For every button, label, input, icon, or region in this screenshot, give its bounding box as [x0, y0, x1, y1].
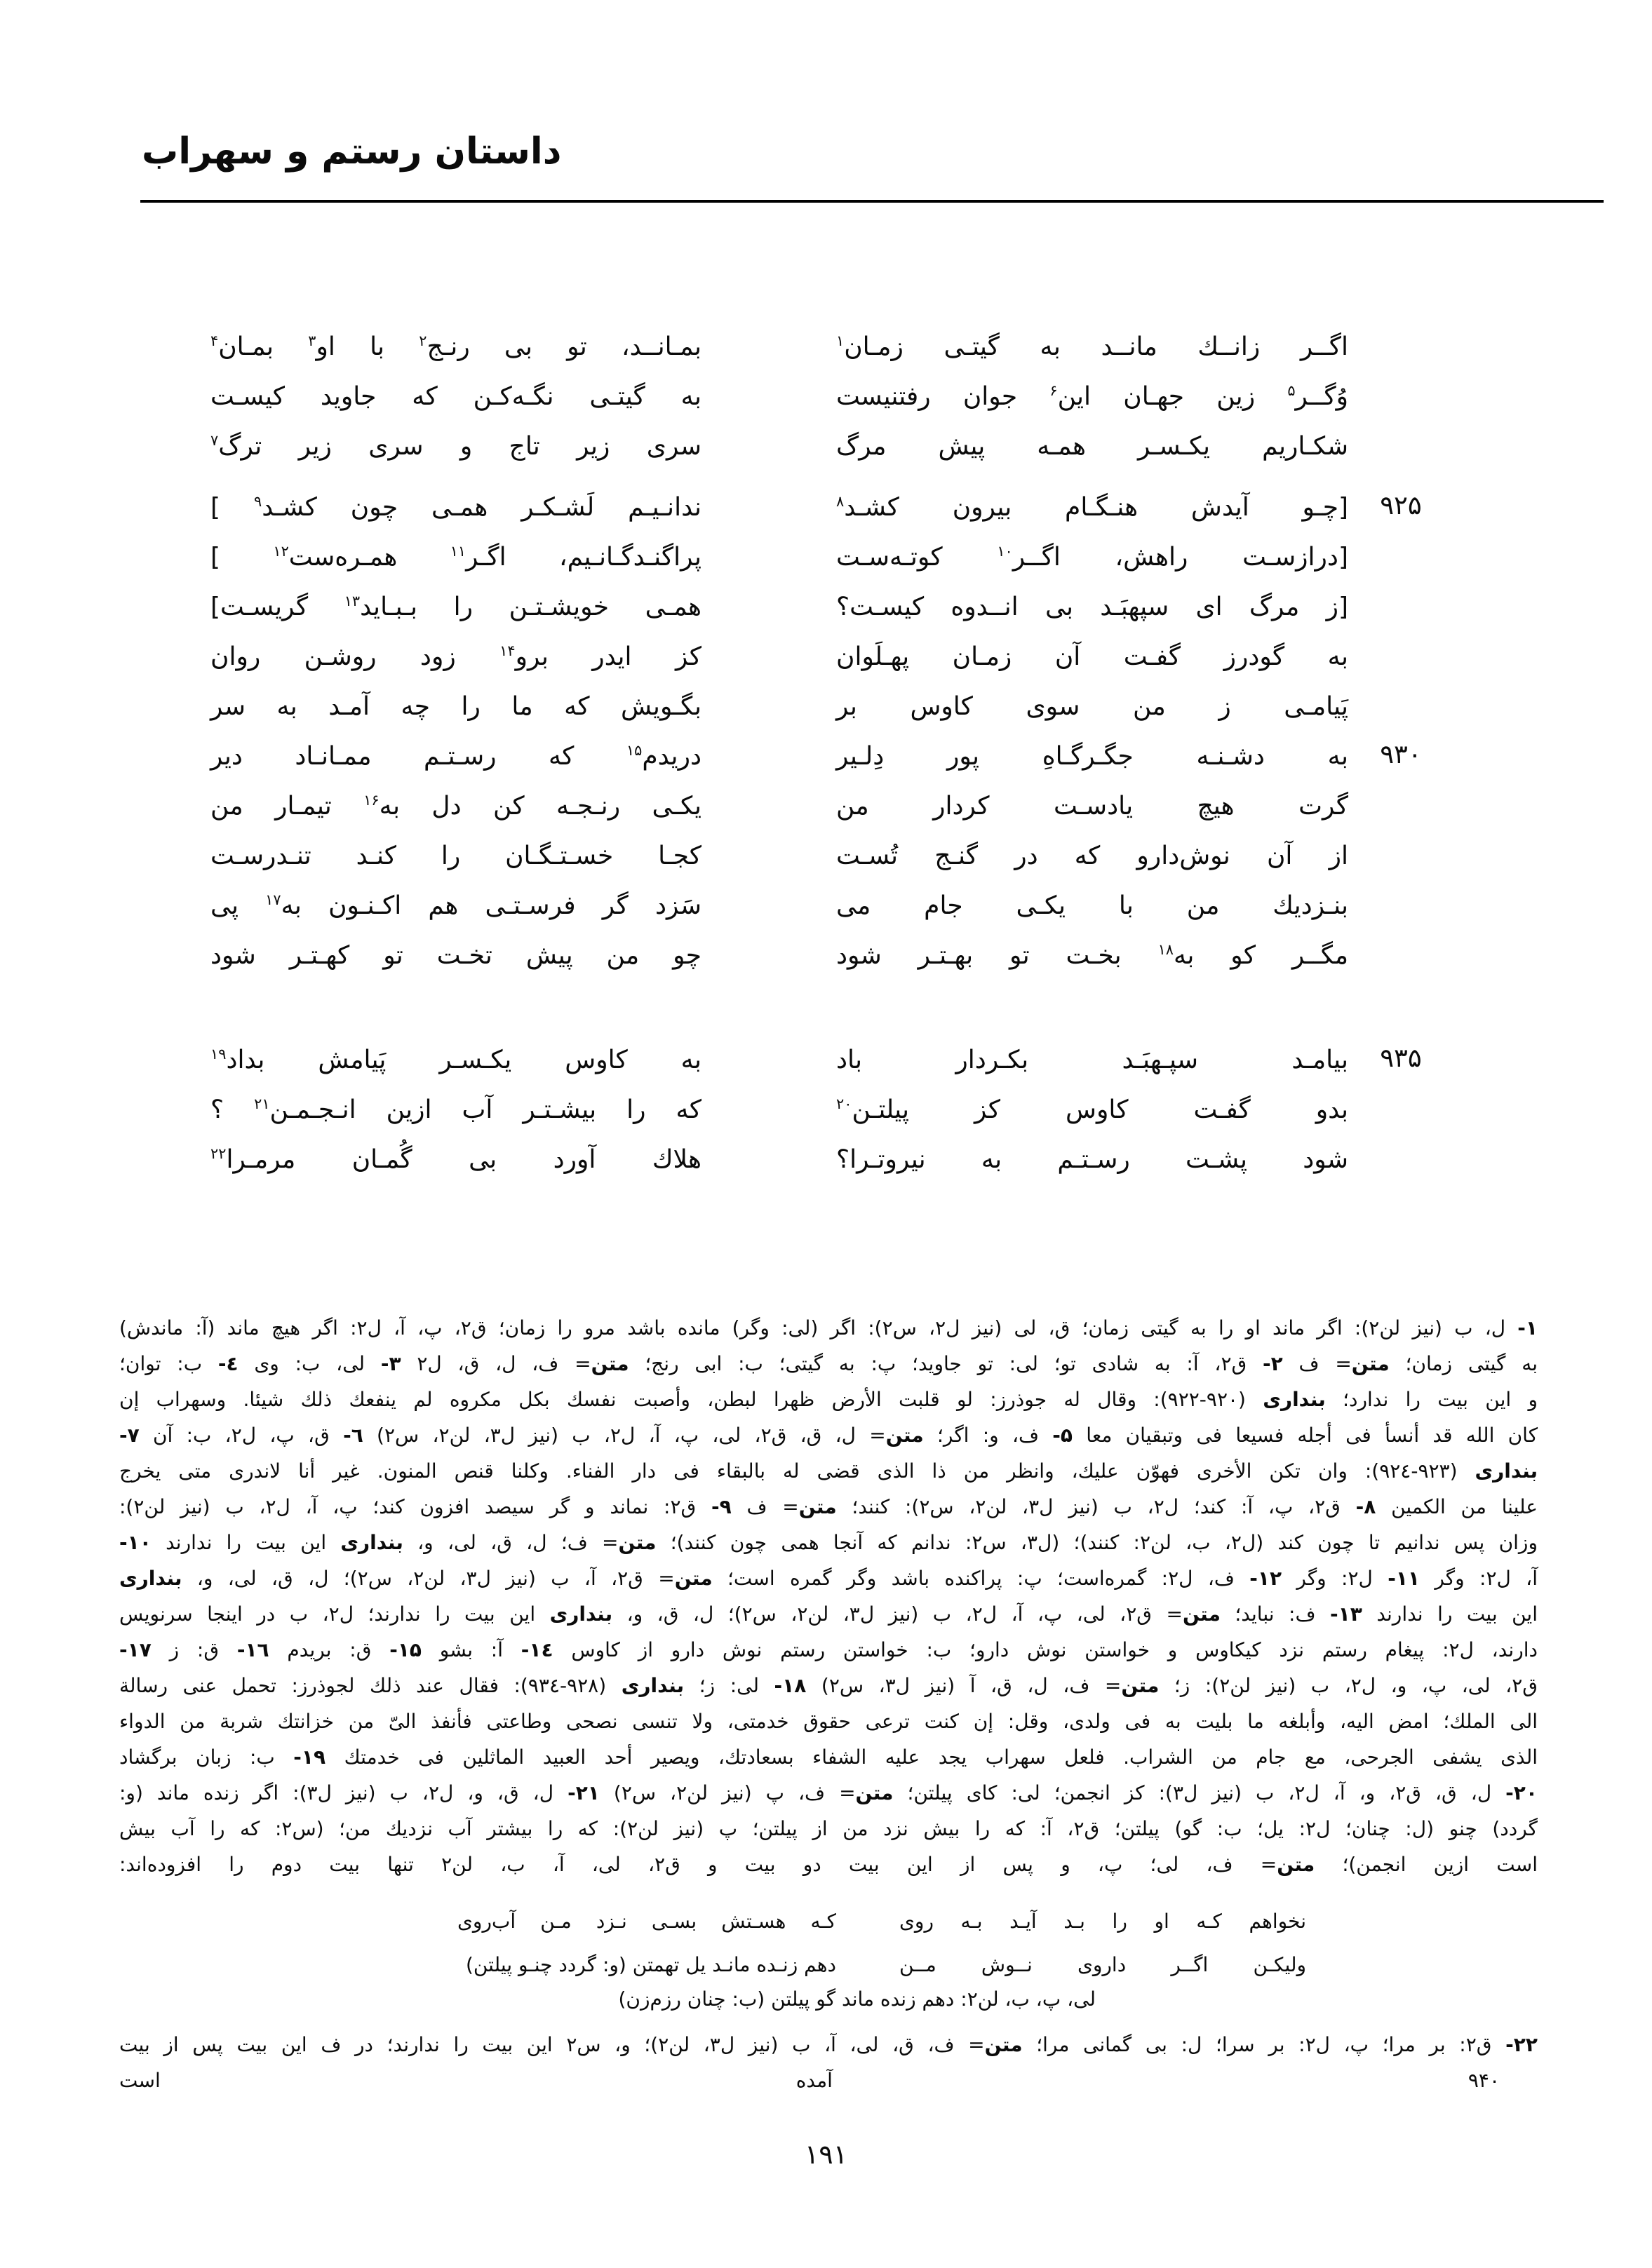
poem-line — [210, 822, 1453, 872]
apparatus-lines — [119, 1310, 1538, 1882]
hemistich-left: بمـانــد، تو بی رنـج$^۲$ با او$^۳$ بمـان$^۴$ — [210, 332, 702, 361]
poem-line — [210, 922, 1453, 971]
poem-line — [210, 1076, 1453, 1126]
hemistich-left: كه را بیشـتـر آب ازین انـجـمـن$^{۲۱}$ ؟ — [210, 1095, 701, 1124]
quote-hemistich-right: نخواهم كـه او را بـد آیـد بـه روی — [899, 1909, 1306, 1933]
hemistich-right: مگــر كو به$^{۱۸}$ بخـت تو بهـتـر شود — [836, 941, 1348, 970]
apparatus-line: است ازین انجمن)؛ متن= ف، لی؛ پ، و پس از این بیت دو بیت و ق۲، لی، آ، ب، لن۲ تنها بیت دوم را افزوده‌اند: — [119, 1853, 1538, 1876]
poem-line — [210, 473, 1453, 523]
verse-number — [1348, 620, 1453, 623]
hemistich-right: شود پشـت رسـتـم به نیروتـرا؟ — [836, 1145, 1348, 1174]
verse-number — [1348, 670, 1453, 673]
hemistich-right: پَیامـی ز من سوی كاوس بر — [836, 692, 1348, 721]
quote-couplet — [119, 1934, 1538, 1978]
apparatus-line: به گیتی زمان؛ متن= ف ۲- ق۲، آ: به شادی تو؛ لی: تو جاوید؛ پ: به گیتی؛ ب: ابی رنج؛ متن= ف، ل، ق، ل۲ ۳- لی، ب: وی ٤- ب: توان؛ — [119, 1352, 1538, 1375]
poem-line — [210, 313, 1453, 363]
quoted-variant-verses — [119, 1891, 1538, 2020]
poem-line — [210, 412, 1453, 462]
apparatus-line: آ، ل۲: وگر ۱۱- ل۲: وگر ۱۲- ف، ل۲: گمره‌است؛ پ: پراكنده باشد وگر گمره است؛ متن= ق۲، آ، ب (نیز ل۳، لن۲، س۲)؛ ل، ق، لی، و، بنداری — [119, 1567, 1538, 1590]
hemistich-right: [چـو آیدش هنـگـام بیرون كشـد$^۸$ — [836, 493, 1348, 522]
quote-hemistich-left: كـه هسـتش بسـی نـزد مـن آب‌روی — [457, 1909, 836, 1933]
hemistich-left: سری زیر تاج و سری زیر ترگ$^۷$ — [210, 432, 701, 461]
quote-hemistich-left: دهم زنـده مانـد یل تهمتن (و: گردد چنـو پیلتن) — [465, 1952, 836, 1976]
hemistich-left: پراگنـدگـانـیم، اگـر$^{۱۱}$ همـره‌ست$^{۱۲}$ ] — [210, 543, 701, 572]
poem — [210, 313, 1453, 1175]
footnote-22-continuation: ۹۴۰ آمده است — [119, 2069, 1500, 2092]
hemistich-right: از آن نوش‌دارو كه در گنـج تُسـت — [836, 842, 1348, 870]
hemistich-right: اگــر زانــك مانــد به گیتـی زمـان$^۱$ — [836, 332, 1348, 361]
verse-number — [1348, 968, 1453, 971]
hemistich-right: وُگــر$^۵$ زین جهـان این$^۶$ جوان رفتنیست — [836, 382, 1349, 411]
verse-number: ۹۳۰ — [1380, 739, 1422, 769]
poem-line — [210, 523, 1453, 573]
hemistich-right: به دشـنـه جگـرگـاهِ پور دِلـیر — [836, 742, 1348, 771]
poem-line — [210, 1126, 1453, 1175]
apparatus-line: گردد) چنو (ل: چنان؛ ل۲: یل؛ ب: گو) پیلتن؛ ق۲، آ: كه را بیش نزد من از پیلتن؛ پ (نیز لن۲): كه را بیشتر آب نزدیك من؛ (س۲: كه را آب بیش — [119, 1817, 1538, 1840]
quote-variant-line: لی، پ، ب، لن۲: دهم زنده ماند گو پیلتن (ب: چنان رزم‌زن) — [618, 1987, 1096, 2011]
apparatus — [119, 1310, 1538, 2098]
apparatus-line: دارند، ل۲: پیغام رستم نزد كیكاوس و خواستن نوش دارو؛ ب: خواستن رستم نوش دارو از كاوس ۱٤- آ: بشو ۱۵- ق: بریدم ۱٦- ق: ز ۱۷- — [119, 1638, 1538, 1661]
apparatus-line: بنداری (۹۲۳-۹۲٤): وان تكن الأخری فهوّن علیك، وانظر من ذا الذی قضی له بالبقاء فی دار الفناء. وكلنا قنص المنون. غیر أنا لاندری متی یخرج — [119, 1459, 1538, 1483]
poem-line — [210, 1026, 1453, 1076]
verse-number — [1348, 819, 1453, 822]
apparatus-line: این بیت را ندارند ۱۳- ف: نباید؛ متن= ق۲، لی، پ، آ، ل۲، ب (نیز ل۳، لن۲، س۲)؛ ل، ق، و، بنداری این بیت را ندارند؛ ل۲، ب در اینجا سرنویس — [119, 1602, 1538, 1626]
verse-number — [1348, 720, 1453, 722]
poem-line — [210, 363, 1453, 412]
page-title: داستان رستم و سهراب — [142, 130, 562, 173]
verse-number — [1348, 1173, 1453, 1175]
poem-line — [210, 573, 1453, 623]
verse-number — [1348, 1123, 1453, 1126]
hemistich-right: بیامـد سپـهبَـد بكـردار باد — [836, 1046, 1348, 1074]
hemistich-left: ندانـیـم لَشـكـر همـی چون كشـد$^۹$ ] — [210, 493, 701, 522]
poem-line — [210, 623, 1453, 673]
poem-line — [210, 673, 1453, 722]
verse-number — [1348, 570, 1453, 573]
apparatus-line: الی الملك؛ امض الیه، وأبلغه ما بلیت به فی ولدی، وقل: إن كنت ترعی حقوق خدمتی، ولا تنسی نصحی وطاعتی فأنفذ الیّ من خزانتك شربة من الدواء — [119, 1710, 1538, 1733]
hemistich-right: بنـزدیك من با یكـی جام می — [836, 891, 1348, 920]
hemistich-right: [درازسـت راهش، اگــر$^{۱۰}$ كوتـه‌سـت — [836, 543, 1349, 572]
hemistich-left: سَزد گر فرسـتـی هم اكـنـون به$^{۱۷}$ پی — [210, 891, 701, 920]
apparatus-line: ۱- ل، ب (نیز لن۲): اگر ماند او را به گیتی زمان؛ ق، لی (نیز ل۲، س۲): اگر (لی: وگر) مانده باشد مرو را زمان؛ ق۲، پ، آ، ل۲: اگر هیچ ماند (آ: ماندش) — [119, 1316, 1538, 1339]
hemistich-left: بگـویش كه ما را چه آمـد به سر — [210, 692, 701, 721]
hemistich-left: به كاوس یكـسـر پَیامش بداد$^{۱۹}$ — [210, 1046, 701, 1074]
apparatus-line: وزان پس ندانیم تا چون كند (ل۲، ب، لن۲: كنند)؛ (ل۳، س۲: ندانم كه آنجا همی چون كنند)؛ متن= ف؛ ل، ق، لی، و، بنداری این بیت را ندارند ۱۰- — [119, 1531, 1538, 1554]
footnote-22: ۲۲- ق۲: بر مرا؛ پ، ل۲: بر سرا؛ ل: بی گمانی مرا؛ متن= ف، ق، لی، آ، ب (نیز ل۳، لن۲)؛ و، س۲ این بیت را ندارند؛ در ف این بیت پس از بیت — [119, 2033, 1538, 2056]
header-rule — [140, 200, 1604, 203]
apparatus-line: ۲۰- ل، ق، ق۲، و، آ، ل۲، ب (نیز ل۳): كز انجمن؛ لی: كای پیلتن؛ متن= ف، پ (نیز لن۲، س۲) ۲۱- ل، ق، و، ل۲، ب (نیز ل۳): اگر زنده ماند (و: — [119, 1781, 1538, 1804]
hemistich-left: چو من پیش تخـت تو كهـتـر شود — [210, 941, 701, 970]
hemistich-right: [ز مرگ ای سپهبَـد بی انــدوه كیسـت؟ — [836, 593, 1348, 621]
apparatus-line: الذی یشفی الجرحی، مع جام من الشراب. فلعل سهراب یجد علیه الشفاء بسعادتك، ویصیر أحد العبید الماثلین فی خدمتك ۱۹- ب: زبان برگشاد — [119, 1746, 1538, 1769]
hemistich-left: همـی خویشـتـن را بـبـاید$^{۱۳}$ گریسـت] — [210, 593, 701, 621]
hemistich-right: بدو گفـت كاوس كز پیلتـن$^{۲۰}$ — [836, 1095, 1348, 1124]
verse-number — [1348, 459, 1453, 462]
hemistich-left: یكـی رنـجـه كن دل به$^{۱۶}$ تیمـار من — [210, 792, 701, 821]
verse-number — [1348, 360, 1453, 363]
poem-line — [210, 772, 1453, 822]
apparatus-line: كان الله قد أنسأ فی أجله فسیعا فی وتبقیان معا ۵- ف، و: اگر؛ متن= ل، ق، ق۲، لی، پ، آ، ل۲، ب (نیز ل۳، لن۲، س۲) ٦- ق، پ، ل۲، ب: آن ۷- — [119, 1424, 1538, 1447]
apparatus-line: علینا من الكمین ۸- ق۲، پ، آ: كند؛ ل۲، ب (نیز ل۳، لن۲، س۲): كنند؛ متن= ف ۹- ق۲: نماند و گر سیصد افزون كند؛ پ، آ، ل۲، ب (نیز لن۲): — [119, 1495, 1538, 1518]
hemistich-right: به گودرز گفـت آن زمـان پهـلَوان — [836, 642, 1348, 671]
page-number: ۱۹۱ — [804, 2139, 848, 2170]
quote-hemistich-right: ولیكـن اگــر داروی نــوش مــن — [899, 1952, 1306, 1976]
hemistich-right: گرت هیچ یادسـت كردار من — [836, 792, 1348, 821]
verse-number — [1348, 869, 1453, 872]
apparatus-line: ق۲، لی، پ، و، ل۲، ب (نیز لن۲): ز؛ متن= ف، ل، ق، آ (نیز ل۳، س۲) ۱۸- لی: ز؛ بنداری (۹۲۸-۹۳٤): فقال عند ذلك لجوذرز: تحمل عنی رسالة — [119, 1674, 1538, 1697]
verse-number: ۹۲۵ — [1380, 490, 1422, 520]
verse-number — [1348, 919, 1453, 922]
poem-line — [210, 722, 1453, 772]
hemistich-right: شكـاریم یكـسـر همـه پیش مرگ — [836, 432, 1348, 461]
hemistich-left: به گیتـی نگـه‌كـن كه جاوید كیسـت — [210, 382, 701, 411]
apparatus-line: و این بیت را ندارد؛ بنداری (۹۲۰-۹۲۲): وقال له جوذرز: لو قلبت الأرض ظهرا لبطن، وأصبت نفسك بكل مكروه لم ینفعك ذلك شیئا. وسهراب إن — [119, 1388, 1538, 1411]
quote-couplet — [119, 1891, 1538, 1934]
hemistich-left: كز ایدر برو$^{۱۴}$ زود روشـن روان — [210, 642, 701, 671]
verse-number: ۹۳۵ — [1380, 1043, 1422, 1073]
verse-number — [1348, 410, 1453, 412]
poem-line — [210, 872, 1453, 922]
hemistich-left: دریدم$^{۱۵}$ كه رسـتـم ممـانـاد دیر — [210, 742, 701, 771]
hemistich-left: كجـا خسـتـگـان را كنـد تنـدرسـت — [210, 842, 701, 870]
hemistich-left: هلاك آورد بی گُمـان مرمـرا$^{۲۲}$ — [210, 1145, 701, 1174]
